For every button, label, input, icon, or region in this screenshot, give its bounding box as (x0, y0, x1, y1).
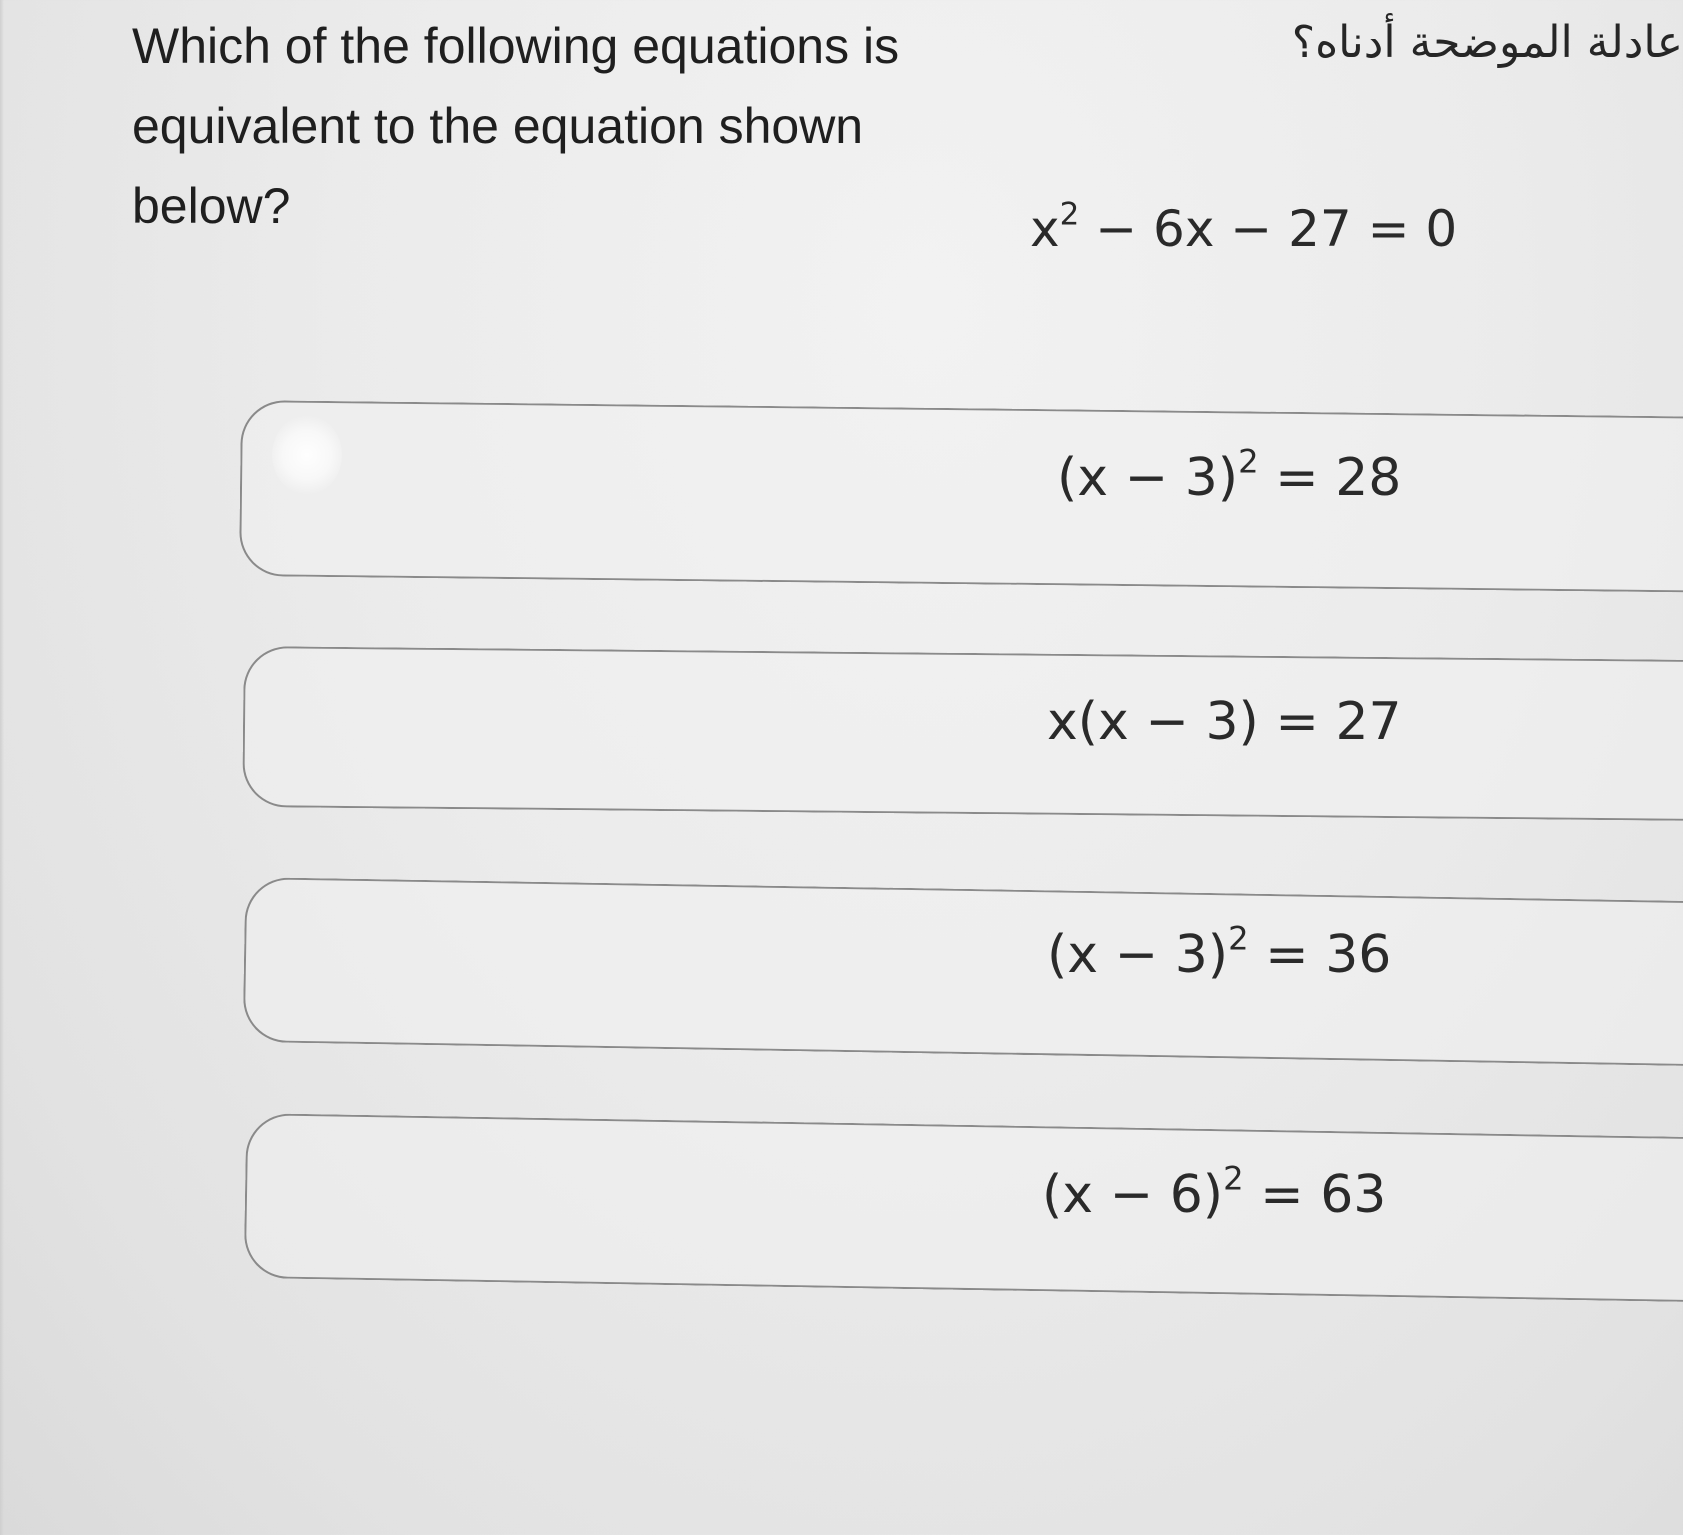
choice-3-equation-prefix: (x − 3) (1047, 925, 1229, 985)
given-equation-rest: − 6x − 27 = 0 (1079, 200, 1458, 258)
choice-1-equation-exponent: 2 (1238, 442, 1259, 481)
choice-1-equation-suffix: = 28 (1258, 448, 1402, 508)
choice-2-equation-prefix: x(x − 3) = 27 (1047, 692, 1402, 752)
answer-choice-4[interactable] (244, 1113, 1683, 1302)
question-text-arabic: عادلة الموضحة أدناه؟ (1291, 17, 1683, 68)
choice-4-equation-exponent: 2 (1223, 1159, 1244, 1198)
answer-choice-2[interactable] (242, 646, 1683, 821)
question-text-english: Which of the following equations is equivalent to the equation shown below? (132, 18, 900, 234)
answer-choice-3-equation (1047, 919, 1392, 985)
choice-3-equation-suffix: = 36 (1248, 925, 1392, 985)
choice-4-equation-prefix: (x − 6) (1042, 1165, 1224, 1225)
answer-choice-3[interactable] (243, 877, 1683, 1066)
choice-3-equation-exponent: 2 (1228, 919, 1249, 958)
answer-choice-1[interactable] (239, 400, 1683, 593)
answer-choice-2-equation (1047, 692, 1402, 752)
answer-choice-1-equation (1057, 442, 1402, 508)
choice-4-equation-suffix: = 63 (1243, 1165, 1387, 1225)
given-equation-exponent: 2 (1059, 196, 1080, 233)
choice-1-equation-prefix: (x − 3) (1057, 448, 1239, 508)
answer-choice-4-equation (1042, 1159, 1387, 1225)
given-equation-base: x (1030, 200, 1060, 258)
